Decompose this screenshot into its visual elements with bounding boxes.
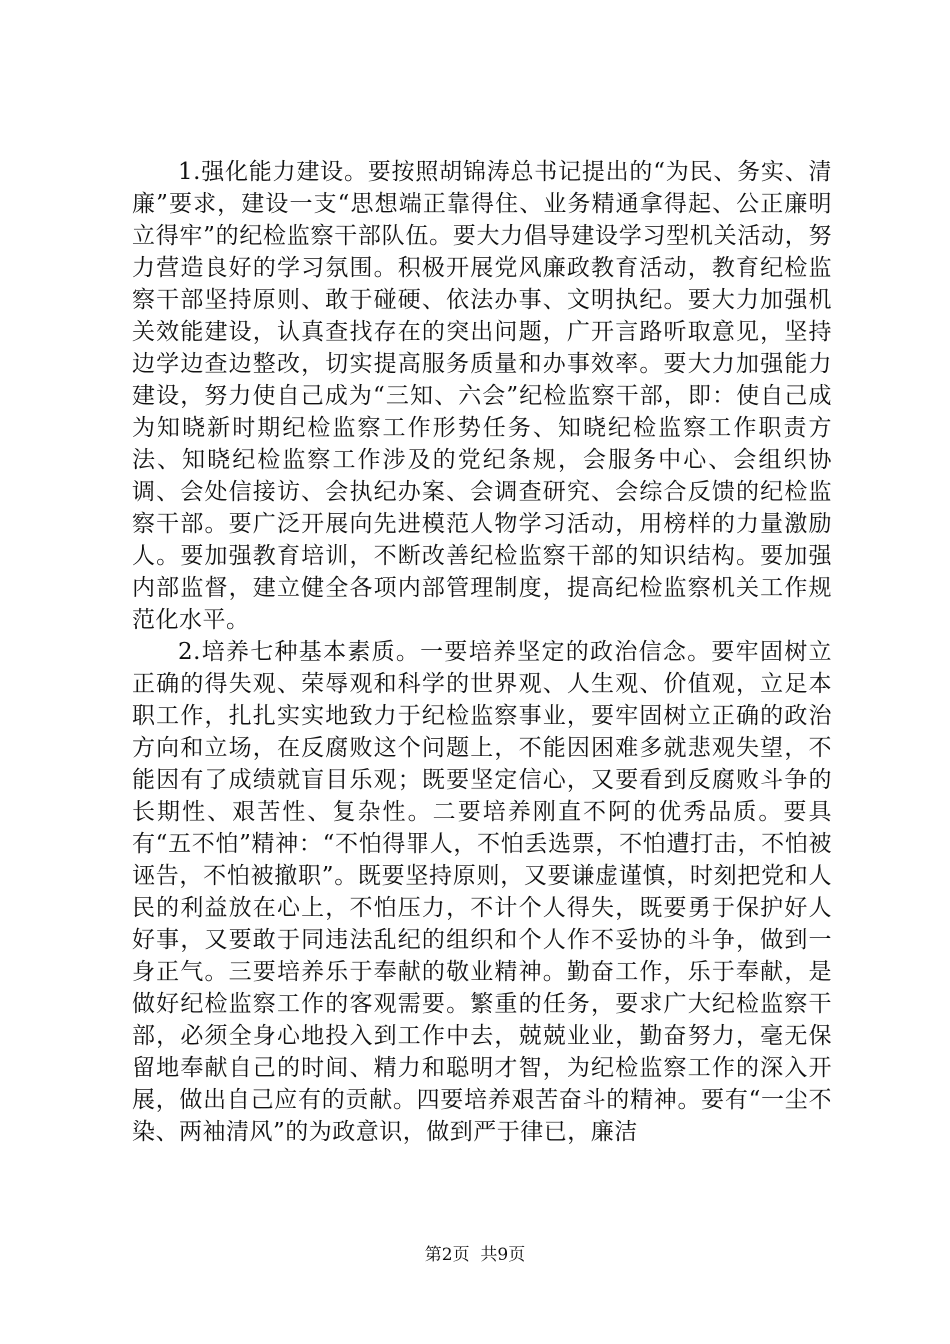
page-footer xyxy=(0,1240,950,1265)
paragraph-2: 2.培养七种基本素质。一要培养坚定的政治信念。要牢固树立正确的得失观、荣辱观和科学的世界观、人生观、价值观，立足本职工作，扎扎实实地致力于纪检监察事业，要牢固树立正确的政治方向和立场，在反腐败这个问题上，不能因困难多就悲观失望，不能因有了成绩就盲目乐观；既要坚定信心，又要看到反腐败斗争的长期性、艰苦性、复杂性。二要培养刚直不阿的优秀品质。要具有“五不怕”精神：“不怕得罪人，不怕丢选票，不怕遭打击，不怕被诬告，不怕被撤职”。既要坚持原则，又要谦虚谨慎，时刻把党和人民的利益放在心上，不怕压力，不计个人得失，既要勇于保护好人好事，又要敢于同违法乱纪的组织和个人作不妥协的斗争，做到一身正气。三要培养乐于奉献的敬业精神。勤奋工作，乐于奉献，是做好纪检监察工作的客观需要。繁重的任务，要求广大纪检监察干部，必须全身心地投入到工作中去，兢兢业业，勤奋努力，毫无保留地奉献自己的时间、精力和聪明才智，为纪检监察工作的深入开展，做出自己应有的贡献。四要培养艰苦奋斗的精神。要有“一尘不染、两袖清风”的为政意识，做到严于律已，廉洁 xyxy=(132,639,832,1145)
paragraph-1: 1.强化能力建设。要按照胡锦涛总书记提出的“为民、务实、清廉”要求，建设一支“思想端正靠得住、业务精通拿得起、公正廉明立得牢”的纪检监察干部队伍。要大力倡导建设学习型机关活动，努力营造良好的学习氛围。积极开展党风廉政教育活动，教育纪检监察干部坚持原则、敢于碰硬、依法办事、文明执纪。要大力加强机关效能建设，认真查找存在的突出问题，广开言路听取意见，坚持边学边查边整改，切实提高服务质量和办事效率。要大力加强能力建设，努力使自己成为“三知、六会”纪检监察干部，即：使自己成为知晓新时期纪检监察工作形势任务、知晓纪检监察工作职责方法、知晓纪检监察工作涉及的党纪条规，会服务中心、会组织协调、会处信接访、会执纪办案、会调查研究、会综合反馈的纪检监察干部。要广泛开展向先进模范人物学习活动，用榜样的力量激励人。要加强教育培训，不断改善纪检监察干部的知识结构。要加强内部监督，建立健全各项内部管理制度，提高纪检监察机关工作规范化水平。 xyxy=(132,159,832,633)
document-body xyxy=(132,156,832,1148)
page-number: 第2页 共9页 xyxy=(424,1245,526,1265)
